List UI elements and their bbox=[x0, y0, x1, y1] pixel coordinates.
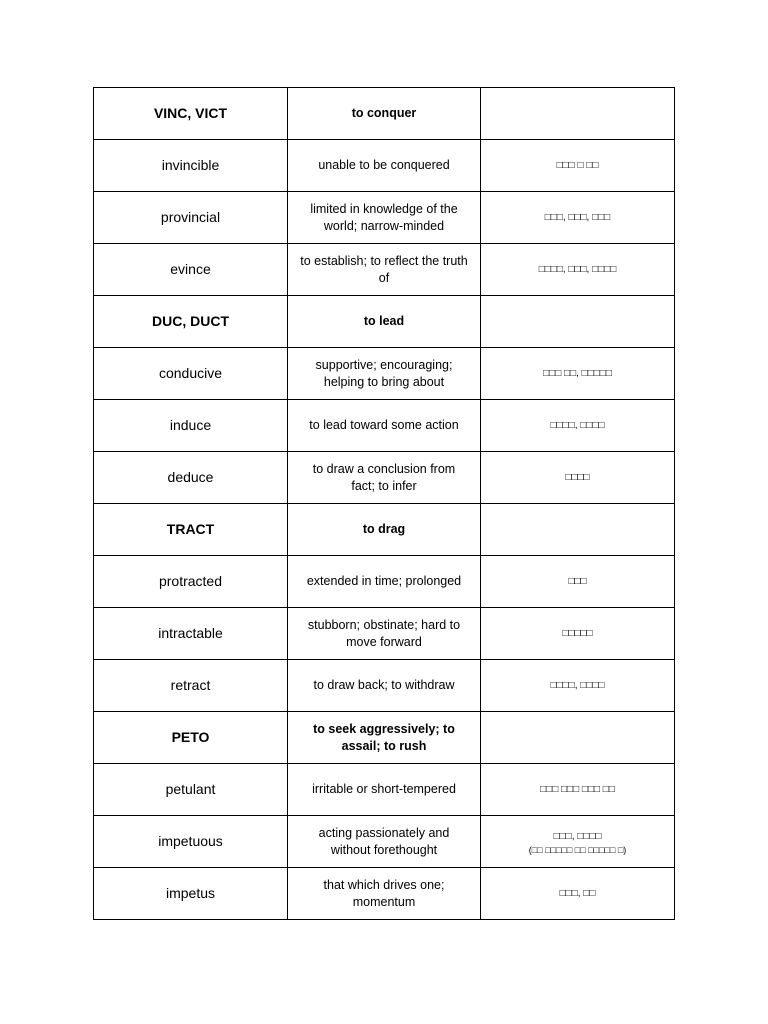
word-row bbox=[94, 400, 675, 452]
word-row bbox=[94, 816, 675, 868]
translation-text: □□□ □ □□ bbox=[556, 160, 599, 171]
definition-cell: to draw a conclusion from fact; to infer bbox=[288, 452, 481, 504]
root-row bbox=[94, 296, 675, 348]
translation-cell bbox=[481, 140, 675, 192]
translation-text: □□□□, □□□, □□□□ bbox=[538, 264, 617, 275]
definition-cell: that which drives one; momentum bbox=[288, 868, 481, 920]
root-cell: TRACT bbox=[94, 504, 288, 556]
translation-cell bbox=[481, 608, 675, 660]
definition-cell: to lead toward some action bbox=[288, 400, 481, 452]
translation-cell bbox=[481, 400, 675, 452]
definition-cell: acting passionately and without forethought bbox=[288, 816, 481, 868]
word-cell: conducive bbox=[94, 348, 288, 400]
translation-cell bbox=[481, 868, 675, 920]
root-row bbox=[94, 88, 675, 140]
translation-cell bbox=[481, 556, 675, 608]
translation-cell bbox=[481, 244, 675, 296]
word-row bbox=[94, 192, 675, 244]
definition-cell: extended in time; prolonged bbox=[288, 556, 481, 608]
root-cell: VINC, VICT bbox=[94, 88, 288, 140]
translation-cell bbox=[481, 452, 675, 504]
definition-cell: to establish; to reflect the truth of bbox=[288, 244, 481, 296]
word-row bbox=[94, 244, 675, 296]
root-cell: PETO bbox=[94, 712, 288, 764]
word-cell: invincible bbox=[94, 140, 288, 192]
definition-cell: to drag bbox=[288, 504, 481, 556]
root-row bbox=[94, 712, 675, 764]
word-row bbox=[94, 556, 675, 608]
translation-text: □□□, □□□□ bbox=[553, 830, 602, 842]
translation-text: □□□□, □□□□ bbox=[550, 680, 605, 691]
translation-text: □□□, □□□, □□□ bbox=[544, 212, 611, 223]
definition-cell: to seek aggressively; to assail; to rush bbox=[288, 712, 481, 764]
translation-cell bbox=[481, 712, 675, 764]
definition-cell: irritable or short-tempered bbox=[288, 764, 481, 816]
vocabulary-table-body bbox=[94, 88, 675, 920]
translation-note: (□□ □□□□□ □□ □□□□□ □) bbox=[528, 844, 627, 855]
word-cell: impetuous bbox=[94, 816, 288, 868]
translation-cell bbox=[481, 296, 675, 348]
translation-text: □□□ □□□ □□□ □□ bbox=[540, 784, 615, 795]
translation-text: □□□□ bbox=[565, 472, 590, 483]
word-row bbox=[94, 608, 675, 660]
translation-text: □□□□, □□□□ bbox=[550, 420, 605, 431]
root-cell: DUC, DUCT bbox=[94, 296, 288, 348]
translation-text: □□□□□ bbox=[562, 628, 593, 639]
translation-cell bbox=[481, 660, 675, 712]
definition-cell: unable to be conquered bbox=[288, 140, 481, 192]
translation-text: □□□ bbox=[568, 576, 587, 587]
word-row bbox=[94, 764, 675, 816]
translation-cell bbox=[481, 764, 675, 816]
word-cell: provincial bbox=[94, 192, 288, 244]
definition-cell: to draw back; to withdraw bbox=[288, 660, 481, 712]
word-cell: evince bbox=[94, 244, 288, 296]
word-cell: petulant bbox=[94, 764, 288, 816]
translation-cell bbox=[481, 192, 675, 244]
word-cell: intractable bbox=[94, 608, 288, 660]
translation-cell bbox=[481, 816, 675, 868]
word-cell: impetus bbox=[94, 868, 288, 920]
vocabulary-table bbox=[93, 87, 675, 920]
definition-cell: supportive; encouraging; helping to bring about bbox=[288, 348, 481, 400]
word-cell: protracted bbox=[94, 556, 288, 608]
definition-cell: stubborn; obstinate; hard to move forward bbox=[288, 608, 481, 660]
definition-cell: limited in knowledge of the world; narrow-minded bbox=[288, 192, 481, 244]
definition-cell: to lead bbox=[288, 296, 481, 348]
word-row bbox=[94, 452, 675, 504]
translation-cell bbox=[481, 88, 675, 140]
translation-text: □□□ □□, □□□□□ bbox=[543, 368, 612, 379]
root-row bbox=[94, 504, 675, 556]
word-cell: deduce bbox=[94, 452, 288, 504]
word-cell: retract bbox=[94, 660, 288, 712]
definition-cell: to conquer bbox=[288, 88, 481, 140]
translation-text: □□□, □□ bbox=[559, 888, 596, 899]
word-row bbox=[94, 660, 675, 712]
word-row bbox=[94, 140, 675, 192]
word-row bbox=[94, 868, 675, 920]
word-row bbox=[94, 348, 675, 400]
translation-cell bbox=[481, 348, 675, 400]
word-cell: induce bbox=[94, 400, 288, 452]
translation-cell bbox=[481, 504, 675, 556]
